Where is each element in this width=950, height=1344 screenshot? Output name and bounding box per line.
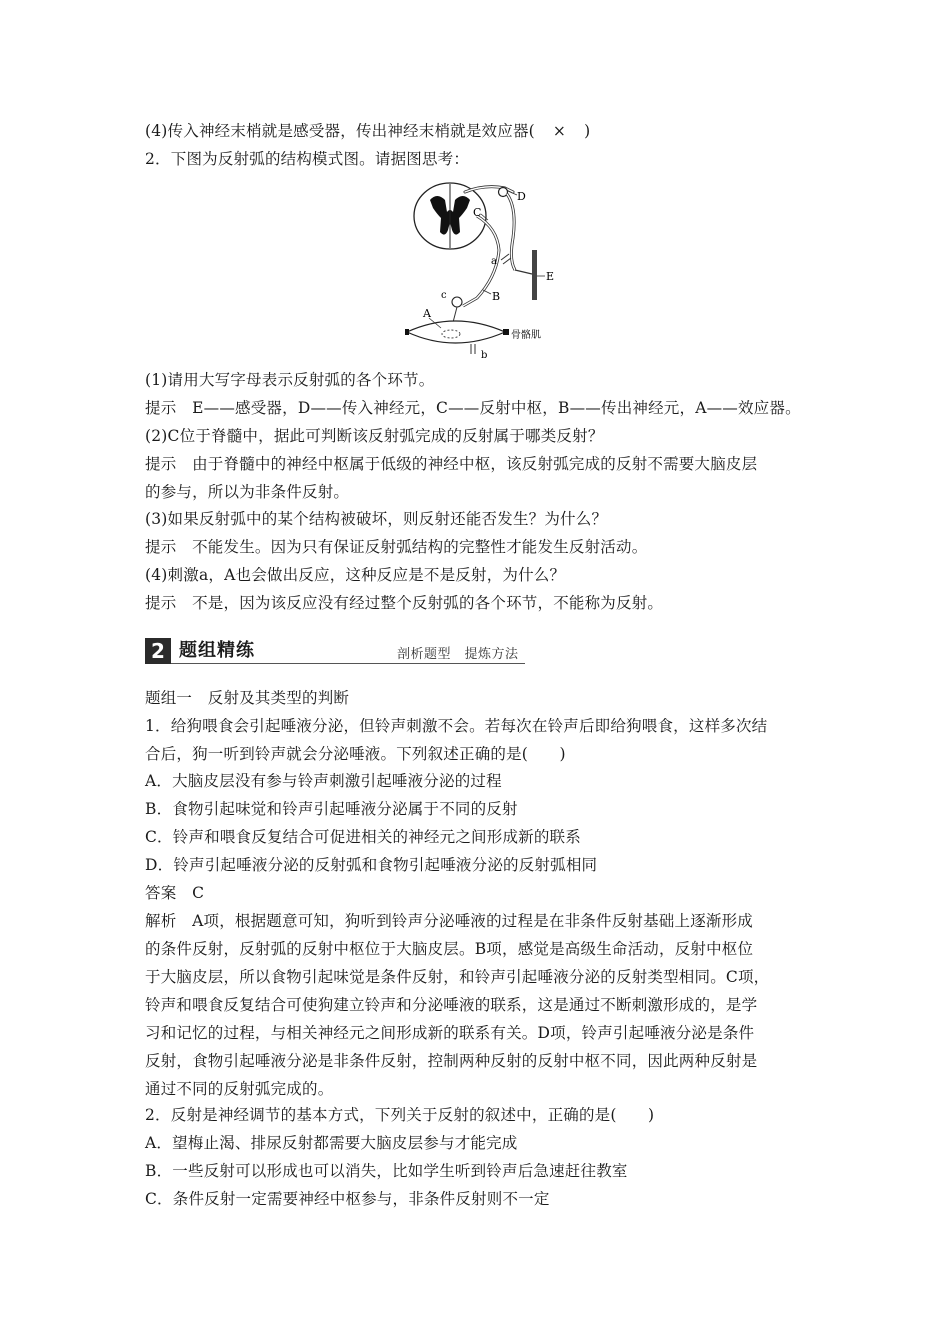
label-b: b	[481, 350, 488, 361]
sub-question-2: (2)C位于脊髓中，据此可判断该反射弧完成的反射属于哪类反射？	[145, 427, 604, 445]
q2-option-c: C．条件反射一定需要神经中枢参与，非条件反射则不一定	[145, 1190, 550, 1208]
q1-answer: 答案 C	[145, 884, 205, 902]
q1-option-c: C．铃声和喂食反复结合可促进相关的神经元之间形成新的联系	[145, 828, 581, 846]
hint-4: 提示 不是，因为该反应没有经过整个反射弧的各个环节，不能称为反射。	[145, 594, 664, 612]
q4-text: (4)传入神经末梢就是感受器，传出神经末梢就是效应器(	[145, 122, 535, 140]
explanation-line-2: 的条件反射，反射弧的反射中枢位于大脑皮层。B项，感觉是高级生命活动，反射中枢位	[145, 940, 754, 958]
label-A: A	[423, 307, 431, 320]
banner-rule	[171, 663, 525, 664]
explanation-line-1: 解析 A项，根据题意可知，狗听到铃声分泌唾液的过程是在非条件反射基础上逐渐形成	[145, 912, 753, 930]
sub-question-1: (1)请用大写字母表示反射弧的各个环节。	[145, 371, 435, 389]
label-a: a	[491, 256, 497, 267]
section-banner	[145, 636, 525, 666]
q2-option-b: B．一些反射可以形成也可以消失，比如学生听到铃声后急速赶往教室	[145, 1162, 628, 1180]
sub-question-4: (4)刺激a，A也会做出反应，这种反应是不是反射，为什么？	[145, 566, 566, 584]
hint-2-line-1: 提示 由于脊髓中的神经中枢属于低级的神经中枢，该反射弧完成的反射不需要大脑皮层	[145, 455, 758, 473]
label-C: C	[473, 206, 482, 219]
reflex-arc-diagram	[405, 178, 570, 363]
question-1-line-2: 合后，狗一听到铃声就会分泌唾液。下列叙述正确的是( )	[145, 745, 566, 763]
q1-option-b: B．食物引起味觉和铃声引起唾液分泌属于不同的反射	[145, 800, 518, 818]
item-2-intro: 2．下图为反射弧的结构模式图。请据图思考：	[145, 150, 470, 168]
label-skeletal-muscle: 骨骼肌	[511, 330, 541, 341]
question-4-statement	[145, 121, 590, 141]
explanation-line-7: 通过不同的反射弧完成的。	[145, 1080, 334, 1098]
label-c: c	[441, 290, 447, 301]
hint-2-line-2: 的参与，所以为非条件反射。	[145, 483, 350, 501]
receptor-skin	[532, 250, 537, 300]
q1-option-d: D．铃声引起唾液分泌的反射弧和食物引起唾液分泌的反射弧相同	[145, 856, 598, 874]
question-1-line-1: 1．给狗喂食会引起唾液分泌，但铃声刺激不会。若每次在铃声后即给狗喂食，这样多次结	[145, 717, 768, 735]
group-1-heading: 题组一 反射及其类型的判断	[145, 689, 350, 707]
electrode-a	[501, 254, 511, 264]
explanation-line-5: 习和记忆的过程，与相关神经元之间形成新的联系有关。D项，铃声引起唾液分泌是条件	[145, 1024, 755, 1042]
question-2-stem: 2．反射是神经调节的基本方式，下列关于反射的叙述中，正确的是( )	[145, 1106, 655, 1124]
explanation-line-3: 于大脑皮层，所以食物引起味觉是条件反射，和铃声引起唾液分泌的反射类型相同。C项，	[145, 968, 770, 986]
hint-3: 提示 不能发生。因为只有保证反射弧结构的完整性才能发生反射活动。	[145, 538, 648, 556]
q2-option-a: A．望梅止渴、排尿反射都需要大脑皮层参与才能完成	[145, 1134, 518, 1152]
section-subtitle: 剖析题型 提炼方法	[397, 647, 519, 662]
meter-c	[452, 297, 462, 307]
hint-1: 提示 E——感受器，D——传入神经元，C——反射中枢，B——传出神经元，A——效应器。	[145, 399, 801, 417]
q1-option-a: A．大脑皮层没有参与铃声刺激引起唾液分泌的过程	[145, 772, 502, 790]
q4-mark: ×	[552, 122, 567, 140]
electrode-b	[471, 344, 475, 354]
skeletal-muscle	[407, 321, 505, 343]
label-B: B	[492, 290, 501, 303]
section-number-badge: 2	[145, 638, 171, 664]
q4-close: )	[584, 122, 591, 140]
label-E: E	[546, 270, 555, 283]
sub-question-3: (3)如果反射弧中的某个结构被破坏，则反射还能否发生？为什么？	[145, 510, 608, 528]
section-title: 题组精练	[179, 640, 255, 661]
explanation-line-4: 铃声和喂食反复结合可使狗建立铃声和分泌唾液的联系，这是通过不断刺激形成的，是学	[145, 996, 758, 1014]
explanation-line-6: 反射，食物引起唾液分泌是非条件反射，控制两种反射的反射中枢不同，因此两种反射是	[145, 1052, 758, 1070]
label-D: D	[517, 190, 526, 203]
